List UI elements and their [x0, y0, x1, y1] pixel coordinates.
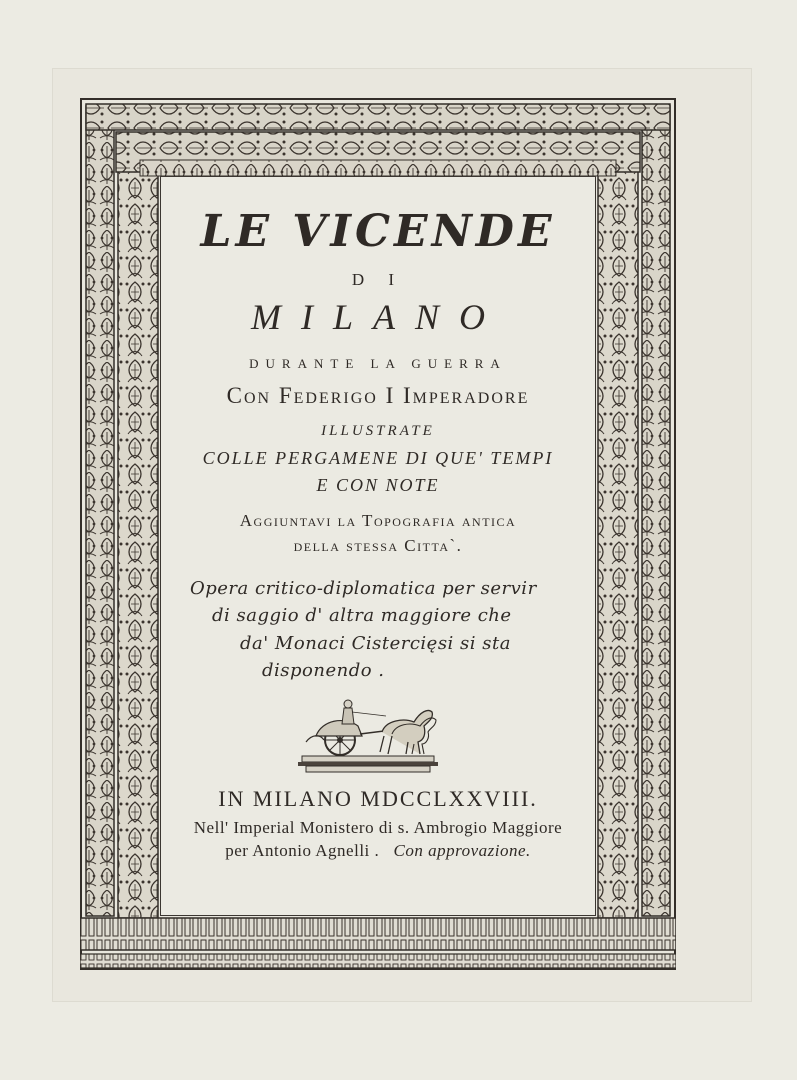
title-line-2: MILANO: [251, 297, 505, 337]
title-di: D I: [351, 270, 405, 289]
description-line-2: di saggio d' altra maggiore che: [212, 605, 512, 626]
subtitle-con-note: E CON NOTE: [316, 475, 440, 495]
title-line-1: LE VICENDE: [200, 206, 556, 257]
description-line-1: Opera critico-diplomatica per servir: [190, 578, 537, 599]
subtitle-federigo: Con Federigo I Imperadore: [226, 383, 530, 408]
chariot-vignette: [296, 690, 446, 780]
subtitle-colle: COLLE PERGAMENE DI QUE' TEMPI: [202, 448, 554, 468]
description-line-3: da' Monaci Cistercięsi si sta: [240, 633, 511, 654]
subtitle-stessa-citta: della stessa Citta`.: [293, 536, 463, 555]
imprint-publisher-line-2: [160, 841, 596, 861]
imprint-place-date: IN MILANO MDCCLXXVIII.: [218, 786, 538, 811]
description-line-4: disponendo .: [262, 660, 385, 681]
imprint-printer: per Antonio Agnelli .: [225, 841, 380, 860]
subtitle-durante: DURANTE LA GUERRA: [249, 356, 507, 371]
imprint-approval: Con approvazione.: [393, 841, 531, 860]
subtitle-aggiuntavi: Aggiuntavi la Topografia antica: [239, 511, 517, 530]
subtitle-illustrate: ILLUSTRATE: [321, 423, 435, 439]
imprint-publisher-line-1: Nell' Imperial Monistero di s. Ambrogio Maggiore: [193, 818, 563, 837]
